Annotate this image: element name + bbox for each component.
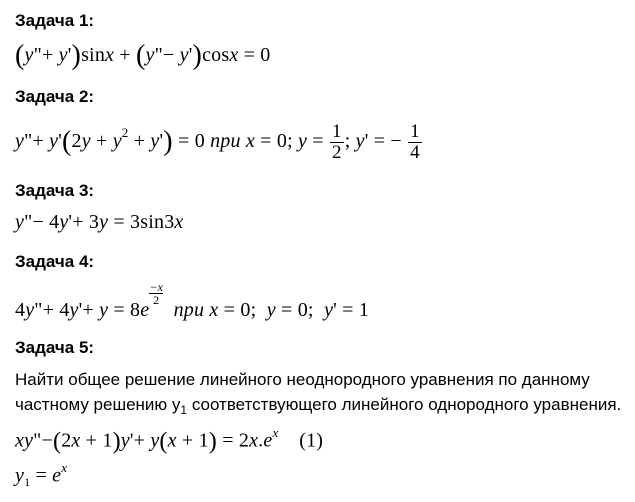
problem-4-equation: 4y"+ 4y'+ y = 8e $\frac{-x}{2}$ при x = 0; y = 0; y' = 1: [15, 280, 370, 321]
problem-2-condition-word: при: [210, 130, 241, 153]
problem-2-quarter-fraction: $\frac{1}{4}$: [410, 121, 420, 163]
problem-4-condition-word: при: [173, 299, 205, 321]
cropped-top-edge: [0, 0, 635, 3]
problem-3-equation: y"− 4y'+ 3y = 3sin3x: [15, 211, 184, 233]
problem-5-heading: Задача 5:: [15, 338, 95, 357]
problem-5-text-line-2: частному решению $y_1$ соответствующего линейного однородного уравнения.: [15, 395, 622, 417]
problem-5-equation: xy"−(2x + $1)y'+ y(x + 1) = 2x.e^x$ (1): [15, 425, 324, 455]
problem-3-heading: Задача 3:: [15, 181, 95, 200]
problem-5-particular-solution: $y_1 = e^x$: [15, 460, 68, 489]
problem-1-heading: Задача 1:: [15, 11, 95, 30]
problem-2-heading: Задача 2:: [15, 87, 95, 106]
problem-4-exponent: $\frac{-x}{2}$: [149, 280, 164, 307]
problem-2-half-fraction: $\frac{1}{2}$: [332, 121, 342, 163]
problem-5-equation-label: (1): [299, 429, 324, 452]
problem-4-heading: Задача 4:: [15, 252, 95, 271]
problem-5-text-line-1: Найти общее решение линейного неоднородного уравнения по данному: [15, 370, 590, 389]
problem-2-equation: y"+ $y'(2y + y^2 + y') = 0$ при x = 0; y = $\frac{1}{2}$ ; y' = − $\frac{1}{4}$: [15, 121, 420, 163]
problem-1-equation: (y"+ y')sinx + (y"− y')cosx = 0: [15, 40, 271, 71]
